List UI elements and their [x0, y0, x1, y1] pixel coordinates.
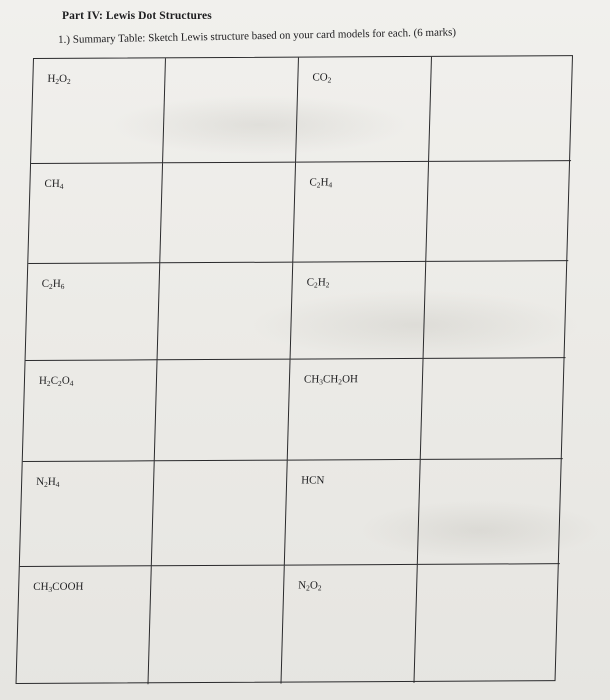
sketch-cell — [424, 261, 569, 359]
formula-cell — [26, 263, 161, 361]
sketch-cell — [426, 161, 571, 262]
part-title: Part IV: Lewis Dot Structures — [62, 10, 212, 22]
formula-cell — [28, 163, 163, 264]
formula-cell — [31, 58, 166, 164]
formula-cell — [23, 360, 158, 462]
molecule-formula: $CH_3CH_2OH$ — [303, 373, 359, 387]
sketch-cell — [414, 564, 559, 683]
molecule-formula: $N_2O_2$ — [298, 579, 322, 593]
formula-cell — [291, 262, 427, 360]
sketch-cell — [421, 358, 566, 460]
molecule-formula: $H_2C_2O_4$ — [38, 374, 74, 388]
sketch-cell — [155, 360, 291, 462]
formula-cell — [285, 460, 421, 566]
molecule-formula: $CH_4$ — [44, 177, 64, 191]
formula-cell — [20, 461, 155, 567]
formula-cell — [16, 566, 151, 685]
formula-cell — [281, 565, 417, 684]
sketch-cell — [418, 459, 563, 565]
summary-table — [16, 55, 573, 684]
molecule-formula: $C_2H_4$ — [309, 176, 333, 190]
molecule-formula: $C_2H_2$ — [306, 276, 330, 290]
sketch-cell — [158, 263, 294, 361]
sketch-cell — [148, 566, 284, 685]
sketch-cell — [152, 461, 288, 567]
sketch-cell — [429, 56, 574, 162]
sketch-cell — [160, 163, 296, 264]
formula-cell — [296, 57, 432, 163]
instruction-text: 1.) Summary Table: Sketch Lewis structure based on your card models for each. (6 marks) — [58, 26, 457, 46]
molecule-formula: $N_2H_4$ — [35, 475, 60, 489]
molecule-formula: $CO_2$ — [312, 71, 332, 85]
sketch-cell — [163, 58, 299, 164]
formula-cell — [293, 162, 429, 263]
molecule-formula: HCN — [300, 474, 325, 487]
molecule-formula: $CH_3COOH$ — [33, 580, 84, 594]
molecule-formula: $C_2H_6$ — [41, 277, 65, 291]
molecule-formula: $H_2O_2$ — [47, 72, 71, 86]
formula-cell — [288, 359, 424, 461]
